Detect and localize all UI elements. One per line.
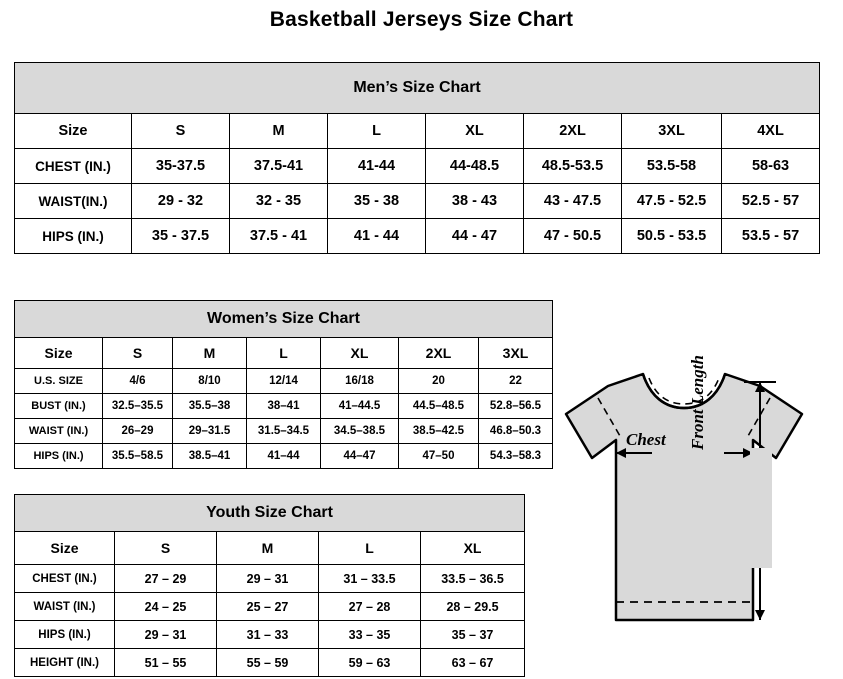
- cell-hips-s: 35 - 37.5: [132, 219, 230, 254]
- cell-waist-xl: 38 - 43: [426, 184, 524, 219]
- front-length-arrow-bottom: [755, 610, 765, 620]
- cell-us-size-3xl: 22: [479, 369, 553, 394]
- col-header-xl: XL: [426, 114, 524, 149]
- cell-hips-s: 35.5–58.5: [103, 444, 173, 469]
- col-header-4xl: 4XL: [722, 114, 820, 149]
- cell-us-size-xl: 16/18: [321, 369, 399, 394]
- cell-waist-2xl: 43 - 47.5: [524, 184, 622, 219]
- cell-chest-l: 31 – 33.5: [319, 565, 421, 593]
- cell-hips-m: 37.5 - 41: [230, 219, 328, 254]
- table-caption-row: [15, 301, 553, 338]
- col-header-3xl: 3XL: [479, 338, 553, 369]
- cell-waist-3xl: 47.5 - 52.5: [622, 184, 722, 219]
- cell-hips-3xl: 50.5 - 53.5: [622, 219, 722, 254]
- row-label-us-size: U.S. SIZE: [15, 369, 103, 394]
- table-row: [15, 419, 553, 444]
- mens-size-chart-table: [14, 62, 820, 254]
- youth-chart-caption: Youth Size Chart: [15, 495, 525, 532]
- table-header-row: [15, 114, 820, 149]
- table-row: [15, 149, 820, 184]
- cell-hips-l: 41–44: [247, 444, 321, 469]
- cell-waist-m: 29–31.5: [173, 419, 247, 444]
- col-header-l: L: [319, 532, 421, 565]
- cell-waist-l: 31.5–34.5: [247, 419, 321, 444]
- mens-chart-caption: Men’s Size Chart: [15, 63, 820, 114]
- cell-waist-m: 32 - 35: [230, 184, 328, 219]
- cell-hips-s: 29 – 31: [115, 621, 217, 649]
- col-header-l: L: [328, 114, 426, 149]
- table-header-row: [15, 338, 553, 369]
- col-header-m: M: [173, 338, 247, 369]
- cell-chest-s: 35-37.5: [132, 149, 230, 184]
- cell-chest-xl: 33.5 – 36.5: [421, 565, 525, 593]
- table-row: [15, 369, 553, 394]
- cell-us-size-2xl: 20: [399, 369, 479, 394]
- col-header-xl: XL: [421, 532, 525, 565]
- col-header-size: Size: [15, 114, 132, 149]
- row-label-waist: WAIST (IN.): [15, 593, 115, 621]
- table-row: [15, 184, 820, 219]
- row-label-chest: CHEST (IN.): [15, 149, 132, 184]
- cell-waist-s: 24 – 25: [115, 593, 217, 621]
- cell-bust-l: 38–41: [247, 394, 321, 419]
- cell-bust-m: 35.5–38: [173, 394, 247, 419]
- cell-chest-s: 27 – 29: [115, 565, 217, 593]
- table-caption-row: [15, 63, 820, 114]
- cell-chest-2xl: 48.5-53.5: [524, 149, 622, 184]
- col-header-3xl: 3XL: [622, 114, 722, 149]
- cell-waist-xl: 28 – 29.5: [421, 593, 525, 621]
- col-header-2xl: 2XL: [399, 338, 479, 369]
- table-row: [15, 649, 525, 677]
- col-header-xl: XL: [321, 338, 399, 369]
- cell-hips-3xl: 54.3–58.3: [479, 444, 553, 469]
- cell-bust-s: 32.5–35.5: [103, 394, 173, 419]
- table-row: [15, 219, 820, 254]
- cell-chest-3xl: 53.5-58: [622, 149, 722, 184]
- cell-waist-l: 27 – 28: [319, 593, 421, 621]
- cell-hips-xl: 35 – 37: [421, 621, 525, 649]
- chest-dimension-label: Chest: [626, 430, 666, 449]
- cell-waist-xl: 34.5–38.5: [321, 419, 399, 444]
- page-title: Basketball Jerseys Size Chart: [269, 8, 574, 31]
- cell-chest-xl: 44-48.5: [426, 149, 524, 184]
- row-label-hips: HIPS (IN.): [15, 444, 103, 469]
- cell-hips-m: 31 – 33: [217, 621, 319, 649]
- cell-us-size-s: 4/6: [103, 369, 173, 394]
- front-length-label-backing: [750, 448, 772, 568]
- youth-size-chart-table: [14, 494, 525, 677]
- cell-chest-m: 29 – 31: [217, 565, 319, 593]
- cell-waist-s: 29 - 32: [132, 184, 230, 219]
- cell-chest-4xl: 58-63: [722, 149, 820, 184]
- cell-hips-2xl: 47 - 50.5: [524, 219, 622, 254]
- row-label-waist: WAIST (IN.): [15, 419, 103, 444]
- col-header-s: S: [132, 114, 230, 149]
- table-row: [15, 593, 525, 621]
- cell-waist-4xl: 52.5 - 57: [722, 184, 820, 219]
- col-header-m: M: [217, 532, 319, 565]
- col-header-m: M: [230, 114, 328, 149]
- table-row: [15, 394, 553, 419]
- row-label-hips: HIPS (IN.): [15, 621, 115, 649]
- table-row: [15, 565, 525, 593]
- cell-hips-2xl: 47–50: [399, 444, 479, 469]
- cell-hips-xl: 44–47: [321, 444, 399, 469]
- table-row: [15, 444, 553, 469]
- table-row: [15, 621, 525, 649]
- front-length-dimension-label: Front Length: [688, 355, 707, 450]
- row-label-hips: HIPS (IN.): [15, 219, 132, 254]
- cell-hips-xl: 44 - 47: [426, 219, 524, 254]
- table-caption-row: [15, 495, 525, 532]
- cell-hips-m: 38.5–41: [173, 444, 247, 469]
- cell-chest-l: 41-44: [328, 149, 426, 184]
- cell-us-size-m: 8/10: [173, 369, 247, 394]
- cell-hips-4xl: 53.5 - 57: [722, 219, 820, 254]
- cell-height-s: 51 – 55: [115, 649, 217, 677]
- cell-waist-l: 35 - 38: [328, 184, 426, 219]
- table-header-row: [15, 532, 525, 565]
- row-label-waist: WAIST(IN.): [15, 184, 132, 219]
- row-label-bust: BUST (IN.): [15, 394, 103, 419]
- col-header-l: L: [247, 338, 321, 369]
- cell-waist-m: 25 – 27: [217, 593, 319, 621]
- cell-hips-l: 41 - 44: [328, 219, 426, 254]
- cell-height-m: 55 – 59: [217, 649, 319, 677]
- cell-hips-l: 33 – 35: [319, 621, 421, 649]
- col-header-2xl: 2XL: [524, 114, 622, 149]
- womens-chart-caption: Women’s Size Chart: [15, 301, 553, 338]
- cell-waist-s: 26–29: [103, 419, 173, 444]
- col-header-size: Size: [15, 338, 103, 369]
- row-label-chest: CHEST (IN.): [15, 565, 115, 593]
- col-header-s: S: [103, 338, 173, 369]
- cell-waist-2xl: 38.5–42.5: [399, 419, 479, 444]
- col-header-size: Size: [15, 532, 115, 565]
- womens-size-chart-table: [14, 300, 553, 469]
- cell-chest-m: 37.5-41: [230, 149, 328, 184]
- jersey-measurement-diagram: [548, 352, 838, 662]
- cell-us-size-l: 12/14: [247, 369, 321, 394]
- cell-height-l: 59 – 63: [319, 649, 421, 677]
- cell-height-xl: 63 – 67: [421, 649, 525, 677]
- cell-bust-2xl: 44.5–48.5: [399, 394, 479, 419]
- col-header-s: S: [115, 532, 217, 565]
- row-label-height: HEIGHT (IN.): [15, 649, 115, 677]
- cell-waist-3xl: 46.8–50.3: [479, 419, 553, 444]
- cell-bust-xl: 41–44.5: [321, 394, 399, 419]
- cell-bust-3xl: 52.8–56.5: [479, 394, 553, 419]
